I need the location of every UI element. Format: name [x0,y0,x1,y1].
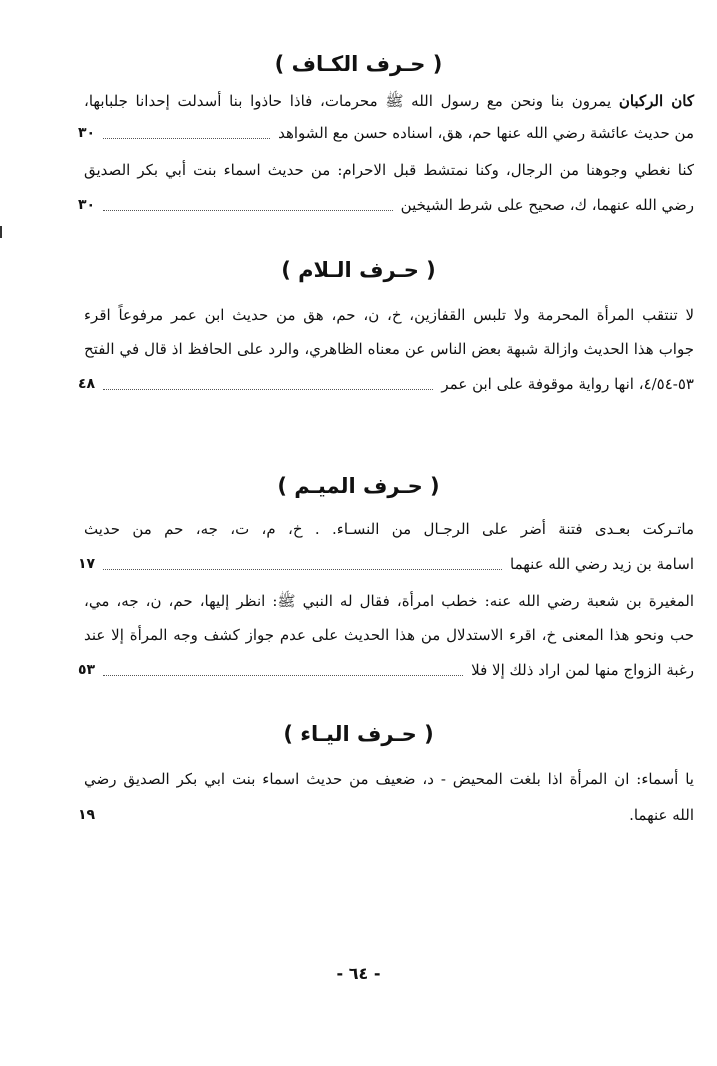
entry-line [84,518,694,540]
entry-text: يا أسماء: ان المرأة اذا بلغت المحيض - د، ضعيف من حديث اسماء بنت ابي بكر الصديق رضي [84,770,694,788]
entry-line-with-page [78,372,694,396]
entry-text: رضي الله عنهما، ك، صحيح على شرط الشيخين [400,196,694,214]
entry-text: المغيرة بن شعبة رضي الله عنه: خطب امرأة، فقال له النبي ﷺ: انظر إليها، حم، ن، جه، مي، [84,592,694,610]
dotted-leader [103,675,463,676]
entry-line-with-page [78,121,694,145]
entry-text: يمرون بنا ونحن مع رسول الله ﷺ محرمات، فاذا حاذوا بنا أسدلت إحدانا جلبابها، [84,92,619,110]
scan-edge-mark [0,226,2,238]
entry-line [84,338,694,360]
leader-space [103,820,621,821]
entry-line-with-page [78,803,694,827]
entry-line [84,768,694,790]
entry-text: الله عنهما. [629,806,694,824]
entry-line [84,90,694,112]
page-reference: ٤٨ [78,376,96,392]
page-reference: ١٩ [78,807,96,823]
entry-line [84,590,694,612]
dotted-leader [103,210,393,211]
entry-text: من حديث عائشة رضي الله عنها حم، هق، اسناده حسن مع الشواهد [278,124,694,142]
page-reference: ٣٠ [78,197,96,213]
page-reference: ٣٠ [78,125,96,141]
page-number: - ٦٤ - [336,964,381,983]
entry-line [84,159,694,181]
entry-text: ٥٣-٤/٥٤، انها رواية موقوفة على ابن عمر [441,375,694,393]
entry-line-with-page [78,552,694,576]
entry-text: اسامة بن زيد رضي الله عنهما [510,555,694,573]
entry-text: ماتـركت بعـدى فتنة أضر على الرجـال من النسـاء. . خ، م، ت، جه، حم من حديث [84,520,694,538]
entry-text: لا تنتقب المرأة المحرمة ولا تلبس القفازين، خ، ن، حم، هق من حديث ابن عمر مرفوعاً اقرء [84,306,694,324]
entry-text: رغبة الزواج منها لمن اراد ذلك إلا فلا [471,661,694,679]
entry-text: كنا نغطي وجوهنا من الرجال، وكنا نمتشط قبل الاحرام: من حديث اسماء بنت أبي بكر الصديق [84,161,694,179]
dotted-leader [103,138,270,139]
section-heading-lam: ( حـرف الـلام ) [281,258,436,282]
section-heading-kaf: ( حـرف الكـاف ) [274,52,443,76]
entry-lead-word: كان الركبان [618,92,695,110]
entry-line [84,304,694,326]
entry-text: حب ونحو هذا المعنى خ، اقرء الاستدلال من هذا الحديث على عدم جواز كشف وجه المرأة إلا عند [84,626,694,644]
entry-text: جواب هذا الحديث وازالة شبهة بعض الناس عن معناه الظاهري، والرد على الحافظ اذ قال في الفتح [84,340,694,358]
page-reference: ١٧ [78,556,96,572]
dotted-leader [103,569,502,570]
page-reference: ٥٣ [78,662,96,678]
entry-line-with-page [78,193,694,217]
section-heading-meem: ( حـرف الميـم ) [277,474,440,498]
entry-line-with-page [78,658,694,682]
entry-line [84,624,694,646]
dotted-leader [103,389,433,390]
section-heading-ya: ( حـرف اليـاء ) [283,722,434,746]
